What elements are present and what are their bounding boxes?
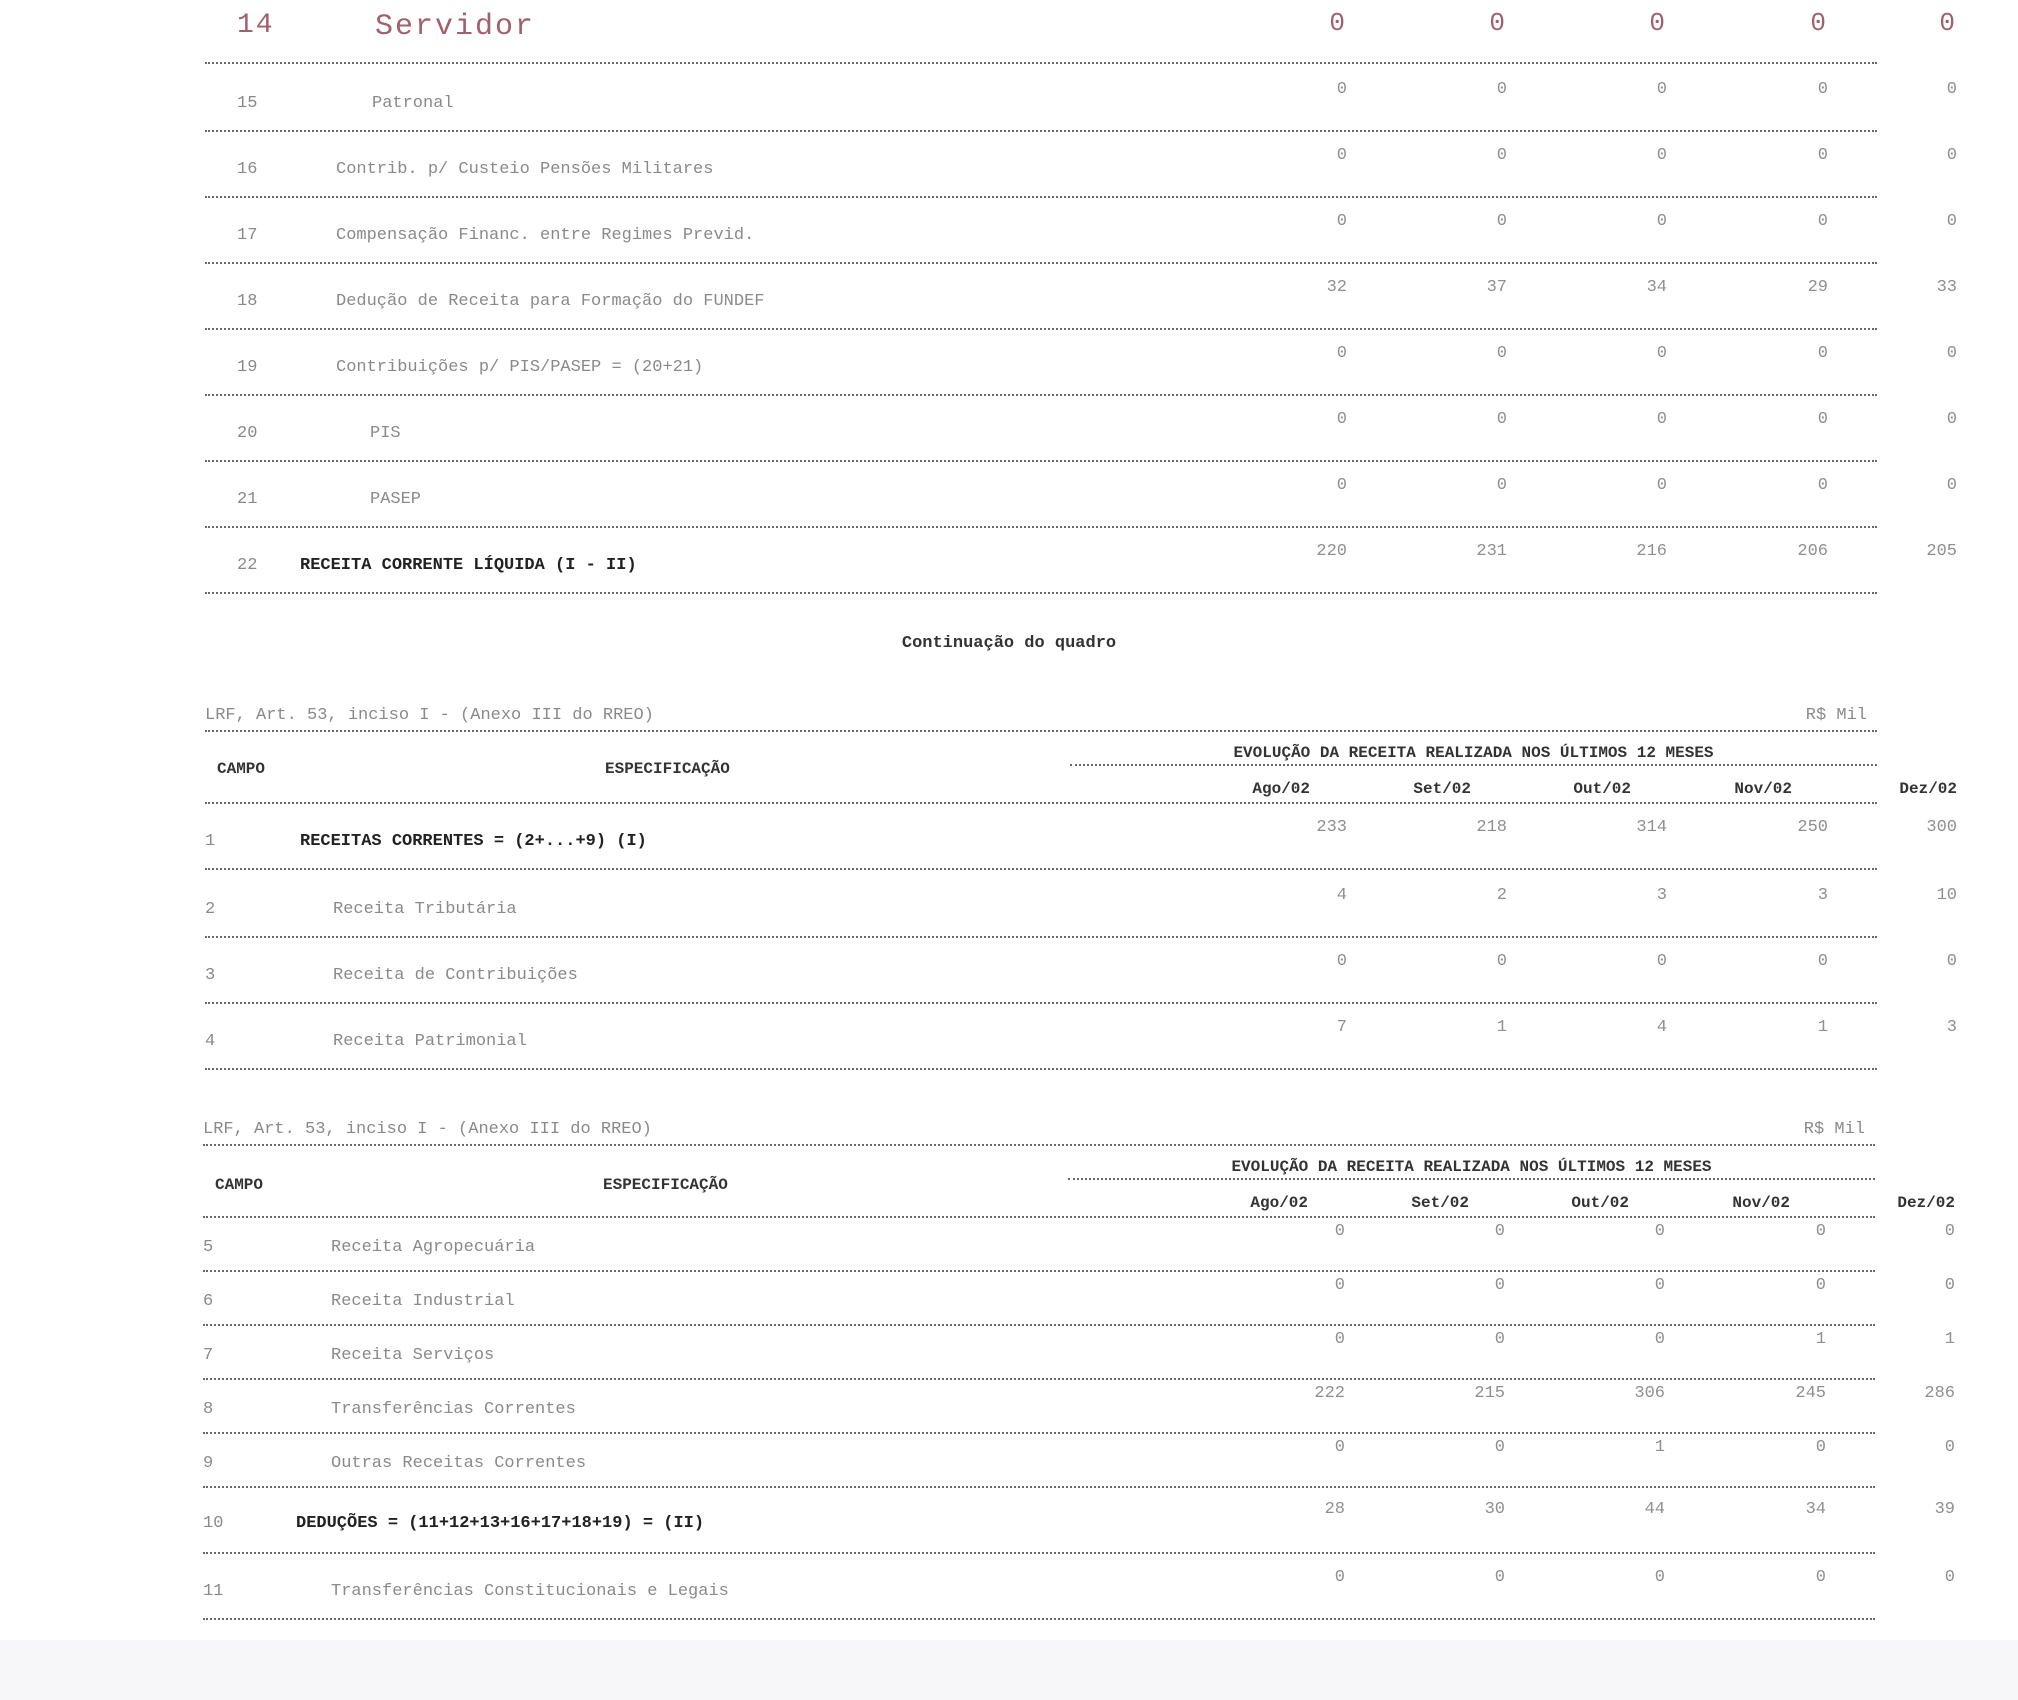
row-value: 222 [1314,1384,1345,1403]
row-value: 10 [1936,886,1957,905]
row-value: 0 [1496,146,1507,165]
row-label: Contribuições p/ PIS/PASEP = (20+21) [336,358,704,377]
law-reference: LRF, Art. 53, inciso I - (Anexo III do RREO) [203,1120,652,1139]
row-label: DEDUÇÕES = (11+12+13+16+17+18+19) = (II) [296,1514,705,1533]
row-value: 0 [1494,1276,1505,1295]
row-label: RECEITAS CORRENTES = (2+...+9) (I) [300,832,647,851]
column-header-month: Ago/02 [1252,780,1310,798]
row-value: 0 [1946,146,1957,165]
row-label: Receita de Contribuições [333,966,578,985]
row-value: 4 [1656,1018,1667,1037]
row-value: 306 [1634,1384,1665,1403]
row-value: 34 [1805,1500,1826,1519]
row-value: 0 [1334,1276,1345,1295]
row-label: Transferências Constitucionais e Legais [331,1582,729,1601]
column-header-month: Set/02 [1413,780,1471,798]
row-value: 0 [1334,1568,1345,1587]
column-header-especificacao: ESPECIFICAÇÃO [603,1176,728,1194]
row-value: 0 [1815,1222,1826,1241]
row-label: Receita Patrimonial [333,1032,527,1051]
table-row [205,330,1957,396]
row-value: 0 [1336,344,1347,363]
table-row [205,528,1957,594]
row-value: 1 [1654,1438,1665,1457]
row-value: 7 [1336,1018,1347,1037]
row-label: Compensação Financ. entre Regimes Previd. [336,226,755,245]
row-label: RECEITA CORRENTE LÍQUIDA (I - II) [300,556,637,575]
row-code: 18 [237,292,258,311]
row-value: 2 [1496,886,1507,905]
table-row [205,1004,1957,1070]
row-code: 22 [237,556,258,575]
row-code: 19 [237,358,258,377]
row-value: 0 [1817,476,1828,495]
row-value: 0 [1815,1568,1826,1587]
row-value: 0 [1817,410,1828,429]
row-value: 205 [1926,542,1957,561]
row-value: 0 [1656,80,1667,99]
column-header-month: Dez/02 [1899,780,1957,798]
row-value: 0 [1656,146,1667,165]
row-value: 0 [1334,1330,1345,1349]
row-code: 4 [205,1032,216,1051]
row-code: 3 [205,966,216,985]
row-value: 29 [1807,278,1828,297]
row-label: Dedução de Receita para Formação do FUNDEF [336,292,765,311]
row-code: 5 [203,1238,214,1257]
row-value: 216 [1636,542,1667,561]
row-value: 215 [1474,1384,1505,1403]
row-code: 14 [237,10,275,41]
table-row [203,1434,1955,1488]
row-code: 17 [237,226,258,245]
divider [1068,1178,1875,1180]
column-header-campo: CAMPO [217,760,266,778]
row-value: 0 [1336,212,1347,231]
row-value: 30 [1484,1500,1505,1519]
row-value: 0 [1817,80,1828,99]
row-value: 0 [1815,1276,1826,1295]
row-value: 0 [1946,476,1957,495]
continuation-title: Continuação do quadro [901,634,1117,653]
row-value: 0 [1494,1438,1505,1457]
row-code: 9 [203,1454,214,1473]
row-code: 7 [203,1346,214,1365]
row-value: 0 [1817,344,1828,363]
row-code: 8 [203,1400,214,1419]
row-value: 0 [1654,1222,1665,1241]
row-value: 0 [1946,952,1957,971]
row-value: 0 [1329,8,1347,38]
table-row [203,1554,1955,1620]
table-row [203,1218,1955,1272]
row-value: 0 [1496,212,1507,231]
section-header [203,1120,1955,1220]
divider [1070,764,1877,766]
row-value: 34 [1646,278,1667,297]
row-value: 286 [1924,1384,1955,1403]
row-value: 0 [1946,80,1957,99]
row-code: 21 [237,490,258,509]
row-code: 11 [203,1582,224,1601]
table-row [205,64,1957,132]
row-value: 32 [1326,278,1347,297]
table-row [203,1272,1955,1326]
law-reference: LRF, Art. 53, inciso I - (Anexo III do RREO) [205,706,654,725]
row-value: 1 [1815,1330,1826,1349]
row-label: Patronal [372,94,454,113]
row-value: 231 [1476,542,1507,561]
row-value: 0 [1946,410,1957,429]
row-value: 0 [1494,1222,1505,1241]
table-row [203,1380,1955,1434]
row-value: 0 [1496,80,1507,99]
table-row [205,396,1957,462]
row-value: 0 [1656,410,1667,429]
row-value: 37 [1486,278,1507,297]
column-header-month: Nov/02 [1734,780,1792,798]
row-value: 220 [1316,542,1347,561]
row-value: 0 [1336,952,1347,971]
row-value: 1 [1496,1018,1507,1037]
table-row [205,938,1957,1004]
column-header-month: Nov/02 [1732,1194,1790,1212]
row-value: 0 [1496,476,1507,495]
row-value: 3 [1817,886,1828,905]
row-value: 0 [1944,1438,1955,1457]
row-code: 20 [237,424,258,443]
column-header-month: Set/02 [1411,1194,1469,1212]
row-value: 314 [1636,818,1667,837]
row-value: 0 [1334,1222,1345,1241]
table-row [205,264,1957,330]
row-value: 0 [1336,146,1347,165]
row-code: 10 [203,1514,224,1533]
row-label: Transferências Correntes [331,1400,576,1419]
column-header-month: Out/02 [1573,780,1631,798]
row-value: 39 [1934,1500,1955,1519]
table-row [205,198,1957,264]
table-row [203,1326,1955,1380]
row-value: 250 [1797,818,1828,837]
row-value: 300 [1926,818,1957,837]
currency-unit: R$ Mil [1805,706,1867,725]
row-value: 0 [1489,8,1507,38]
row-value: 0 [1336,80,1347,99]
row-value: 0 [1494,1568,1505,1587]
column-header-month: Ago/02 [1250,1194,1308,1212]
row-value: 3 [1946,1018,1957,1037]
table-row [205,870,1957,938]
row-label: PASEP [370,490,422,509]
row-value: 0 [1815,1438,1826,1457]
row-value: 0 [1656,476,1667,495]
row-label: Receita Serviços [331,1346,495,1365]
row-value: 0 [1656,344,1667,363]
row-value: 4 [1336,886,1347,905]
row-label: Receita Agropecuária [331,1238,536,1257]
row-code: 2 [205,900,216,919]
row-value: 0 [1336,410,1347,429]
divider [205,730,1877,732]
row-value: 1 [1944,1330,1955,1349]
row-value: 245 [1795,1384,1826,1403]
column-header-evolucao: EVOLUÇÃO DA RECEITA REALIZADA NOS ÚLTIMOS 12 MESES [1233,744,1714,762]
row-value: 0 [1946,212,1957,231]
row-code: 15 [237,94,258,113]
column-header-evolucao: EVOLUÇÃO DA RECEITA REALIZADA NOS ÚLTIMOS 12 MESES [1231,1158,1712,1176]
row-value: 0 [1817,212,1828,231]
divider [203,1144,1875,1146]
row-value: 218 [1476,818,1507,837]
row-value: 0 [1939,8,1957,38]
row-label: Receita Tributária [333,900,517,919]
column-header-month: Out/02 [1571,1194,1629,1212]
table-row [205,804,1957,870]
row-label: Servidor [375,10,536,44]
row-label: Outras Receitas Correntes [331,1454,587,1473]
row-code: 6 [203,1292,214,1311]
table-row [203,1488,1955,1554]
row-value: 0 [1496,410,1507,429]
row-value: 28 [1324,1500,1345,1519]
row-label: Contrib. p/ Custeio Pensões Militares [336,160,714,179]
table-row [205,462,1957,528]
row-value: 44 [1644,1500,1665,1519]
row-code: 16 [237,160,258,179]
row-code: 1 [205,832,216,851]
currency-unit: R$ Mil [1803,1120,1865,1139]
row-value: 0 [1496,952,1507,971]
column-header-campo: CAMPO [215,1176,264,1194]
row-value: 0 [1944,1568,1955,1587]
row-value: 0 [1496,344,1507,363]
row-value: 3 [1656,886,1667,905]
row-value: 0 [1656,212,1667,231]
column-header-month: Dez/02 [1897,1194,1955,1212]
row-value: 233 [1316,818,1347,837]
page-bottom-edge [0,1640,2018,1700]
row-value: 0 [1944,1276,1955,1295]
row-value: 0 [1817,146,1828,165]
section-header [205,706,1957,806]
table-row [205,132,1957,198]
row-label: Receita Industrial [331,1292,515,1311]
row-value: 1 [1817,1018,1828,1037]
row-value: 0 [1334,1438,1345,1457]
row-value: 0 [1946,344,1957,363]
row-label: PIS [370,424,401,443]
column-header-especificacao: ESPECIFICAÇÃO [605,760,730,778]
row-value: 0 [1810,8,1828,38]
row-value: 0 [1649,8,1667,38]
row-value: 0 [1656,952,1667,971]
row-value: 33 [1936,278,1957,297]
row-value: 206 [1797,542,1828,561]
row-value: 0 [1494,1330,1505,1349]
row-value: 0 [1654,1276,1665,1295]
row-value: 0 [1817,952,1828,971]
row-value: 0 [1944,1222,1955,1241]
table-row [205,0,1957,64]
row-value: 0 [1654,1568,1665,1587]
row-value: 0 [1336,476,1347,495]
row-value: 0 [1654,1330,1665,1349]
